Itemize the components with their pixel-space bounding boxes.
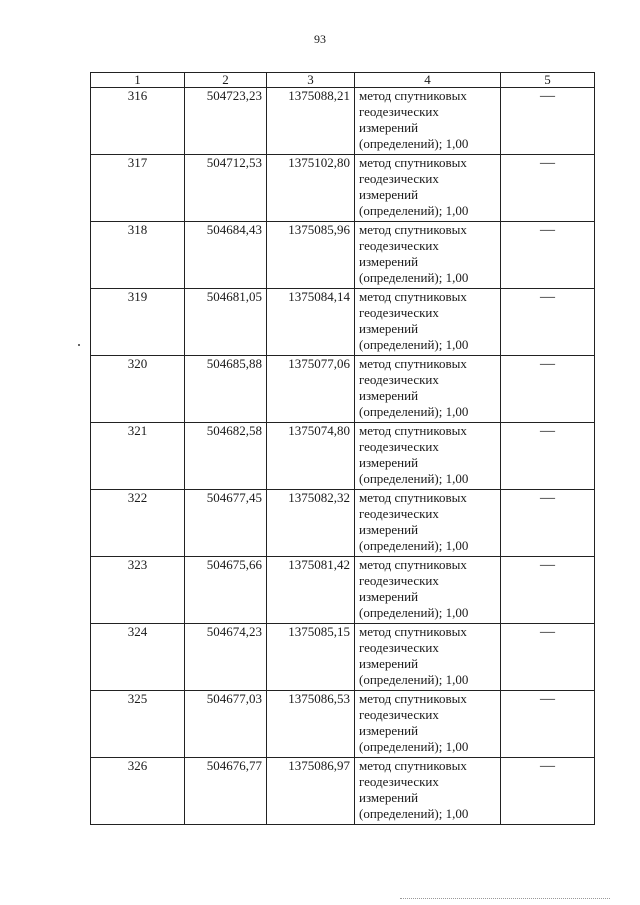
scan-artifact (400, 898, 610, 901)
method-cell: метод спутниковых геодезических измерений (определений); 1,00 (355, 624, 501, 691)
x-coordinate-cell: 504684,43 (185, 222, 267, 289)
point-number-cell: 316 (91, 88, 185, 155)
coordinates-table (90, 72, 595, 825)
x-coordinate-cell: 504712,53 (185, 155, 267, 222)
point-number-cell: 325 (91, 691, 185, 758)
point-number-cell: 319 (91, 289, 185, 356)
table-row (91, 691, 595, 758)
y-coordinate-cell: 1375102,80 (267, 155, 355, 222)
header-col-4: 4 (355, 73, 501, 88)
method-cell: метод спутниковых геодезических измерений (определений); 1,00 (355, 557, 501, 624)
description-cell: — (501, 624, 595, 691)
point-number-cell: 326 (91, 758, 185, 825)
method-cell: метод спутниковых геодезических измерений (определений); 1,00 (355, 88, 501, 155)
method-cell: метод спутниковых геодезических измерений (определений); 1,00 (355, 289, 501, 356)
description-cell: — (501, 88, 595, 155)
method-cell: метод спутниковых геодезических измерений (определений); 1,00 (355, 155, 501, 222)
y-coordinate-cell: 1375086,53 (267, 691, 355, 758)
y-coordinate-cell: 1375077,06 (267, 356, 355, 423)
point-number-cell: 322 (91, 490, 185, 557)
table-row (91, 289, 595, 356)
table-row (91, 557, 595, 624)
table-row (91, 624, 595, 691)
method-cell: метод спутниковых геодезических измерений (определений); 1,00 (355, 222, 501, 289)
x-coordinate-cell: 504674,23 (185, 624, 267, 691)
scan-speck (78, 344, 80, 346)
y-coordinate-cell: 1375082,32 (267, 490, 355, 557)
header-col-2: 2 (185, 73, 267, 88)
point-number-cell: 321 (91, 423, 185, 490)
x-coordinate-cell: 504685,88 (185, 356, 267, 423)
description-cell: — (501, 557, 595, 624)
table-row (91, 88, 595, 155)
point-number-cell: 324 (91, 624, 185, 691)
description-cell: — (501, 758, 595, 825)
x-coordinate-cell: 504682,58 (185, 423, 267, 490)
method-cell: метод спутниковых геодезических измерений (определений); 1,00 (355, 356, 501, 423)
y-coordinate-cell: 1375085,15 (267, 624, 355, 691)
description-cell: — (501, 155, 595, 222)
description-cell: — (501, 356, 595, 423)
y-coordinate-cell: 1375088,21 (267, 88, 355, 155)
table-row (91, 423, 595, 490)
method-cell: метод спутниковых геодезических измерений (определений); 1,00 (355, 758, 501, 825)
description-cell: — (501, 289, 595, 356)
header-col-1: 1 (91, 73, 185, 88)
description-cell: — (501, 222, 595, 289)
y-coordinate-cell: 1375074,80 (267, 423, 355, 490)
x-coordinate-cell: 504681,05 (185, 289, 267, 356)
y-coordinate-cell: 1375081,42 (267, 557, 355, 624)
table-row (91, 155, 595, 222)
table-row (91, 758, 595, 825)
page-number: 93 (314, 32, 326, 46)
x-coordinate-cell: 504675,66 (185, 557, 267, 624)
method-cell: метод спутниковых геодезических измерений (определений); 1,00 (355, 691, 501, 758)
point-number-cell: 323 (91, 557, 185, 624)
point-number-cell: 320 (91, 356, 185, 423)
y-coordinate-cell: 1375084,14 (267, 289, 355, 356)
y-coordinate-cell: 1375085,96 (267, 222, 355, 289)
description-cell: — (501, 423, 595, 490)
point-number-cell: 318 (91, 222, 185, 289)
table-row (91, 356, 595, 423)
description-cell: — (501, 691, 595, 758)
x-coordinate-cell: 504723,23 (185, 88, 267, 155)
x-coordinate-cell: 504677,03 (185, 691, 267, 758)
method-cell: метод спутниковых геодезических измерений (определений); 1,00 (355, 490, 501, 557)
table-row (91, 222, 595, 289)
description-cell: — (501, 490, 595, 557)
table-header-row (91, 73, 595, 88)
table-body (91, 88, 595, 825)
x-coordinate-cell: 504676,77 (185, 758, 267, 825)
y-coordinate-cell: 1375086,97 (267, 758, 355, 825)
header-col-3: 3 (267, 73, 355, 88)
table-row (91, 490, 595, 557)
point-number-cell: 317 (91, 155, 185, 222)
header-col-5: 5 (501, 73, 595, 88)
x-coordinate-cell: 504677,45 (185, 490, 267, 557)
method-cell: метод спутниковых геодезических измерений (определений); 1,00 (355, 423, 501, 490)
